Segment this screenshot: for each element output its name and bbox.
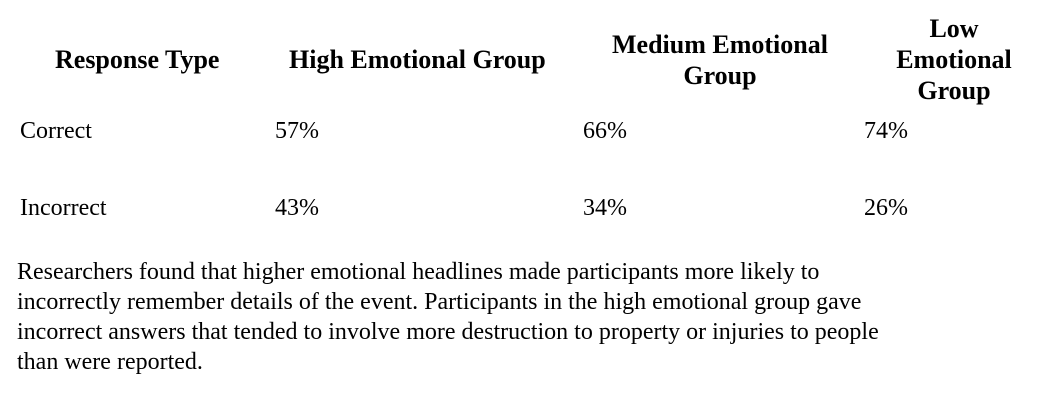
row-incorrect-type: Incorrect (20, 195, 107, 221)
row-correct-type: Correct (20, 118, 92, 144)
header-high-emotional-group: High Emotional Group (289, 45, 546, 74)
row-correct-medium: 66% (583, 118, 627, 144)
header-low-line1: Low (929, 14, 979, 43)
paragraph-line: incorrectly remember details of the event. Participants in the high emotional group gave (17, 289, 862, 315)
row-incorrect-low: 26% (864, 195, 908, 221)
header-low-line2: Emotional (896, 45, 1012, 74)
header-medium-line1: Medium Emotional (612, 30, 828, 59)
row-incorrect-medium: 34% (583, 195, 627, 221)
header-low-emotional-group (890, 13, 1018, 106)
row-correct-low: 74% (864, 118, 908, 144)
paragraph-line: incorrect answers that tended to involve more destruction to property or injuries to people (17, 319, 879, 345)
findings-paragraph (17, 257, 1037, 377)
row-incorrect-high: 43% (275, 195, 319, 221)
paragraph-line: Researchers found that higher emotional headlines made participants more likely to (17, 259, 820, 285)
header-response-type: Response Type (55, 45, 220, 74)
paragraph-line: than were reported. (17, 349, 203, 375)
header-low-line3: Group (917, 76, 991, 105)
header-medium-line2: Group (683, 61, 757, 90)
header-medium-emotional-group (604, 29, 836, 91)
row-correct-high: 57% (275, 118, 319, 144)
